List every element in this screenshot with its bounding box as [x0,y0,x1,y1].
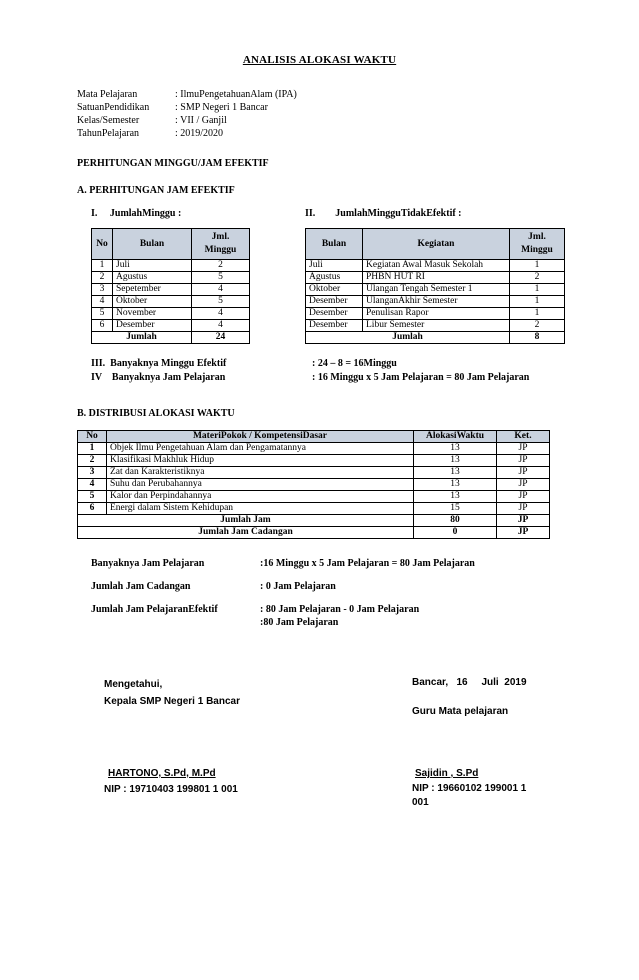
meta-value: : SMP Negeri 1 Bancar [175,102,268,113]
meta-value: : VII / Ganjil [175,115,227,126]
signature-right-nip-cont: 001 [412,797,429,808]
signature-right-line1: Bancar, 16 Juli 2019 [412,677,527,688]
table-row: 5 Kalor dan Perpindahannya 13 JP [78,491,550,503]
table-row: 3 Sepetember 4 [92,284,250,296]
meta-label: TahunPelajaran [77,128,140,139]
section-b-heading: B. DISTRIBUSI ALOKASI WAKTU [77,408,235,419]
table-row: Juli Kegiatan Awal Masuk Sekolah 1 [306,260,565,272]
table-row: 6 Desember 4 [92,320,250,332]
table-minggu-tidak-efektif [305,228,565,344]
table-total-row: Jumlah 8 [306,332,565,344]
meta-row [77,114,297,127]
table-header: Jml. Minggu [510,229,565,260]
table-header: Ket. [497,431,550,443]
meta-value: : IlmuPengetahuanAlam (IPA) [175,89,297,100]
table-header: No [78,431,107,443]
table-jumlah-minggu [91,228,250,344]
table-row: 2 Klasifikasi Makhluk Hidup 13 JP [78,455,550,467]
signature-right-line2: Guru Mata pelajaran [412,706,509,717]
table-row: 4 Oktober 5 [92,296,250,308]
table-total-row: Jumlah Jam Cadangan 0 JP [78,527,550,539]
table-distribusi-alokasi [77,430,550,539]
summary-label: Jumlah Jam Cadangan [91,581,191,592]
table-row: 6 Energi dalam Sistem Kehidupan 15 JP [78,503,550,515]
page-title: ANALISIS ALOKASI WAKTU [242,54,397,66]
signature-right-name: Sajidin , S.Pd [415,768,479,779]
table-total-row: Jumlah 24 [92,332,250,344]
signature-left-line2: Kepala SMP Negeri 1 Bancar [104,696,240,707]
signature-left-nip: NIP : 19710403 199801 1 001 [104,784,238,795]
table-header: Jml. Minggu [192,229,250,260]
table-row: 1 Objek Ilmu Pengetahuan Alam dan Pengamatannya 13 JP [78,443,550,455]
table-row: 3 Zat dan Karakteristiknya 13 JP [78,467,550,479]
table-header: Bulan [306,229,363,260]
table-row: Desember Penulisan Rapor 1 [306,308,565,320]
table-row: Desember UlanganAkhir Semester 1 [306,296,565,308]
meta-value: : 2019/2020 [175,128,224,139]
table-row: 4 Suhu dan Perubahannya 13 JP [78,479,550,491]
table-row: 2 Agustus 5 [92,272,250,284]
table-row: 5 November 4 [92,308,250,320]
summary-value: : 80 Jam Pelajaran - 0 Jam Pelajaran [260,604,420,615]
table-row: Agustus PHBN HUT RI 2 [306,272,565,284]
section-a-heading: A. PERHITUNGAN JAM EFEKTIF [77,185,235,196]
summary-value: :16 Minggu x 5 Jam Pelajaran = 80 Jam Pelajaran [260,558,475,569]
meta-row [77,101,297,114]
table-row: Oktober Ulangan Tengah Semester 1 1 [306,284,565,296]
calc-label-minggu-efektif: III. Banyaknya Minggu Efektif [91,358,227,369]
table-row: 1 Juli 2 [92,260,250,272]
heading-main: PERHITUNGAN MINGGU/JAM EFEKTIF [77,158,269,169]
table-header: Bulan [113,229,192,260]
meta-info [77,88,297,140]
calc-label-jam-pelajaran: IV Banyaknya Jam Pelajaran [91,372,226,383]
summary-value: : 0 Jam Pelajaran [260,581,336,592]
signature-right-nip: NIP : 19660102 199001 1 [412,783,527,794]
summary-label: Banyaknya Jam Pelajaran [91,558,205,569]
subheading-jumlah-minggu: I. JumlahMinggu : [91,208,182,219]
meta-row [77,127,297,140]
summary-label: Jumlah Jam PelajaranEfektif [91,604,218,615]
table-header: No [92,229,113,260]
meta-label: SatuanPendidikan [77,102,150,113]
table-header: Kegiatan [363,229,510,260]
table-total-row: Jumlah Jam 80 JP [78,515,550,527]
table-header: AlokasiWaktu [414,431,497,443]
signature-left-name: HARTONO, S.Pd, M.Pd [108,768,216,779]
summary-value-extra: :80 Jam Pelajaran [260,617,339,628]
table-header: MateriPokok / KompetensiDasar [107,431,414,443]
table-row: Desember Libur Semester 2 [306,320,565,332]
calc-value-minggu-efektif: : 24 – 8 = 16Minggu [312,358,397,369]
meta-label: Mata Pelajaran [77,89,138,100]
meta-label: Kelas/Semester [77,115,140,126]
meta-row [77,88,297,101]
signature-left-line1: Mengetahui, [104,679,163,690]
subheading-minggu-tidak-efektif: II. JumlahMingguTidakEfektif : [305,208,462,219]
calc-value-jam-pelajaran: : 16 Minggu x 5 Jam Pelajaran = 80 Jam Pelajaran [312,372,530,383]
